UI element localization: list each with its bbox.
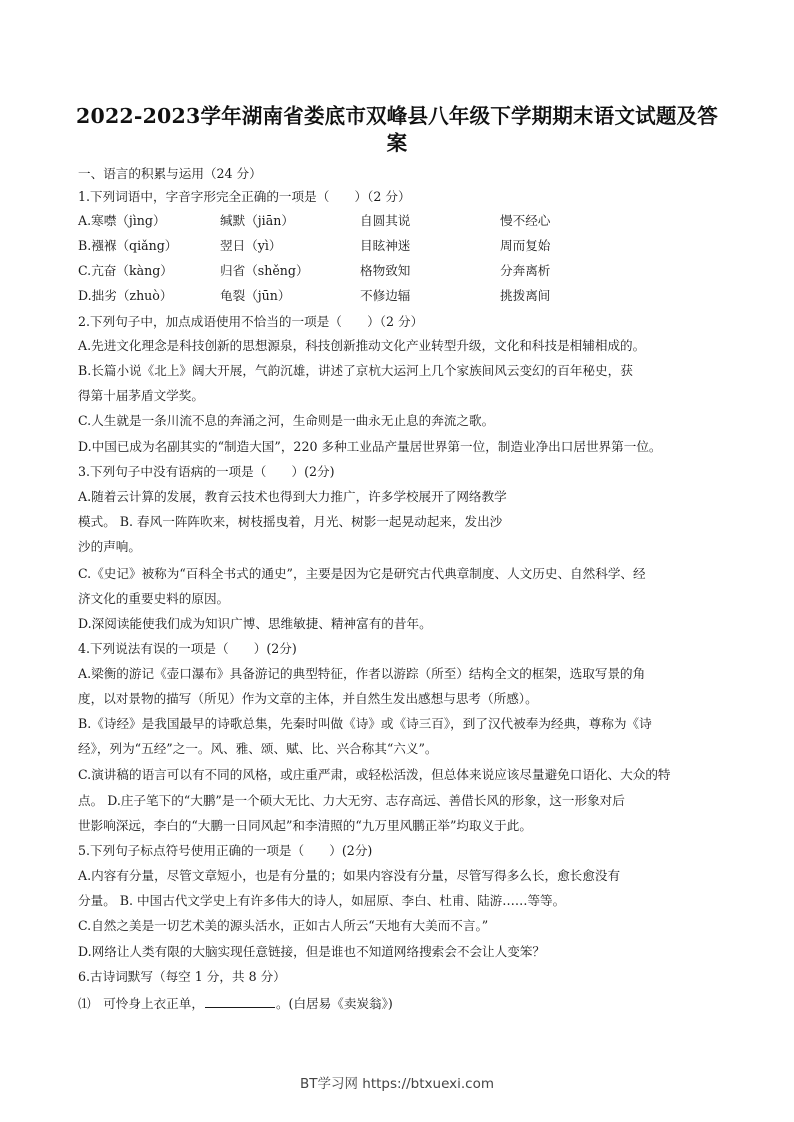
q1-option-c-word-1: C.亢奋（kàng）	[78, 263, 173, 278]
q1-option-a-word-2: 缄默（jiān）	[220, 213, 294, 228]
q1-option-c-word-2: 归省（shěng）	[220, 263, 309, 278]
q3-option-a-line-2: 模式。 B. 春风一阵阵吹来，树枝摇曳着，月光、树影一起晃动起来，发出沙	[78, 514, 503, 529]
section-heading: 一、语言的积累与运用（24 分）	[78, 166, 262, 181]
q2-option-a: A.先进文化理念是科技创新的思想源泉，科技创新推动文化产业转型升级，文化和科技是相辅相成的。	[78, 338, 646, 353]
q3-option-d: D.深阅读能使我们成为知识广博、思维敏捷、精神富有的昔年。	[78, 616, 432, 631]
q5-option-d: D.网络让人类有限的大脑实现任意链接，但是谁也不知道网络搜索会不会让人变笨？	[78, 944, 546, 959]
q6-item-1-prefix: ⑴ 可怜身上衣正单，	[78, 996, 204, 1011]
question-3-stem: 3.下列句子中没有语病的一项是（ ）(2分)	[78, 464, 335, 479]
q1-option-b-word-2: 翌日（yì）	[220, 238, 282, 253]
q4-option-b-line-1: B.《诗经》是我国最早的诗歌总集，先秦时叫做《诗》或《诗三百》，到了汉代被奉为经典，尊称为《诗	[78, 716, 652, 731]
q4-option-c-line-2: 点。 D.庄子笔下的“大鹏”是一个硕大无比、力大无穷、志存高远、善借长风的形象，这一形象对后	[78, 793, 625, 808]
q4-option-a-line-2: 度，以对景物的描写（所见）作为文章的主体，并自然生发出感想与思考（所感）。	[78, 691, 538, 706]
question-6-stem: 6.古诗词默写（每空 1 分，共 8 分）	[78, 969, 286, 984]
q1-option-a-word-3: 自圆其说	[360, 213, 411, 228]
q1-option-d-word-1: D.拙劣（zhuò）	[78, 288, 173, 303]
q1-option-a-word-4: 慢不经心	[500, 213, 551, 228]
question-5-stem: 5.下列句子标点符号使用正确的一项是（ ）(2分)	[78, 843, 373, 858]
q1-option-b-word-1: B.襁褓（qiǎng）	[78, 238, 178, 253]
title-line-2: 案	[386, 131, 408, 155]
question-1-stem: 1.下列词语中，字音字形完全正确的一项是（ ）（2 分）	[78, 189, 411, 204]
q1-option-b-word-3: 目眩神迷	[360, 238, 411, 253]
q2-option-b-line-2: 得第十届茅盾文学奖。	[78, 388, 204, 403]
question-2-stem: 2.下列句子中，加点成语使用不恰当的一项是（ ）（2 分）	[78, 314, 424, 329]
q1-option-d-word-4: 挑拨离间	[500, 288, 551, 303]
q2-option-c: C.人生就是一条川流不息的奔涌之河，生命则是一曲永无止息的奔流之歌。	[78, 413, 495, 428]
q3-option-a-line-3: 沙的声响。	[78, 539, 141, 554]
q1-option-c-word-4: 分奔离析	[500, 263, 551, 278]
q5-option-a-line-2: 分量。 B. 中国古代文学史上有许多伟大的诗人，如屈原、李白、杜甫、陆游……等等。	[78, 893, 566, 908]
q1-option-a-word-1: A.寒噤（jìng）	[78, 213, 166, 228]
q4-option-c-line-1: C.演讲稿的语言可以有不同的风格，或庄重严肃，或轻松活泼，但总体来说应该尽量避免口语化、大众的特	[78, 767, 671, 782]
q4-option-a-line-1: A.梁衡的游记《壶口瀑布》具备游记的典型特征，作者以游踪（所至）结构全文的框架，选取写景的角	[78, 666, 646, 681]
q1-option-d-word-3: 不修边辐	[360, 288, 411, 303]
q6-item-1-suffix: 。(白居易《卖炭翁》)	[275, 996, 393, 1011]
q5-option-c: C.自然之美是一切艺术美的源头活水，正如古人所云“天地有大美而不言。”	[78, 918, 489, 933]
q1-option-d-word-2: 龟裂（jūn）	[220, 288, 291, 303]
title-line-1: 2022-2023学年湖南省娄底市双峰县八年级下学期期末语文试题及答	[76, 104, 718, 128]
q1-option-b-word-4: 周而复始	[500, 238, 551, 253]
q1-option-c-word-3: 格物致知	[360, 263, 411, 278]
q2-option-b-line-1: B.长篇小说《北上》阔大开展，气韵沉雄，讲述了京杭大运河上几个家族间风云变幻的百年秘史，获	[78, 363, 633, 378]
q5-option-a-line-1: A.内容有分量，尽管文章短小，也是有分量的；如果内容没有分量，尽管写得多么长，愈长愈没有	[78, 868, 621, 883]
q4-option-b-line-2: 经》，列为“五经”之一。风、雅、颂、赋、比、兴合称其“六义”。	[78, 741, 438, 756]
footer-watermark: BT学习网 https://btxuexi.com	[299, 1076, 495, 1092]
q4-option-d-line-3: 世影响深远，李白的“大鹏一日同风起”和李清照的“九万里风鹏正举”均取义于此。	[78, 818, 532, 833]
q3-option-c-line-1: C.《史记》被称为“百科全书式的通史”，主要是因为它是研究古代典章制度、人文历史、自然科学、经	[78, 566, 646, 581]
question-4-stem: 4.下列说法有误的一项是（ ）(2分)	[78, 641, 297, 656]
fill-in-blank[interactable]	[205, 995, 275, 1008]
q6-item-1	[78, 995, 393, 1012]
page-title	[70, 103, 724, 157]
q3-option-a-line-1: A.随着云计算的发展，教育云技术也得到大力推广，许多学校展开了网络教学	[78, 489, 507, 504]
q2-option-d: D.中国已成为名副其实的“制造大国”，220 多种工业品产量居世界第一位，制造业净出口居世界第一位。	[78, 439, 662, 454]
q3-option-c-line-2: 济文化的重要史料的原因。	[78, 591, 230, 606]
